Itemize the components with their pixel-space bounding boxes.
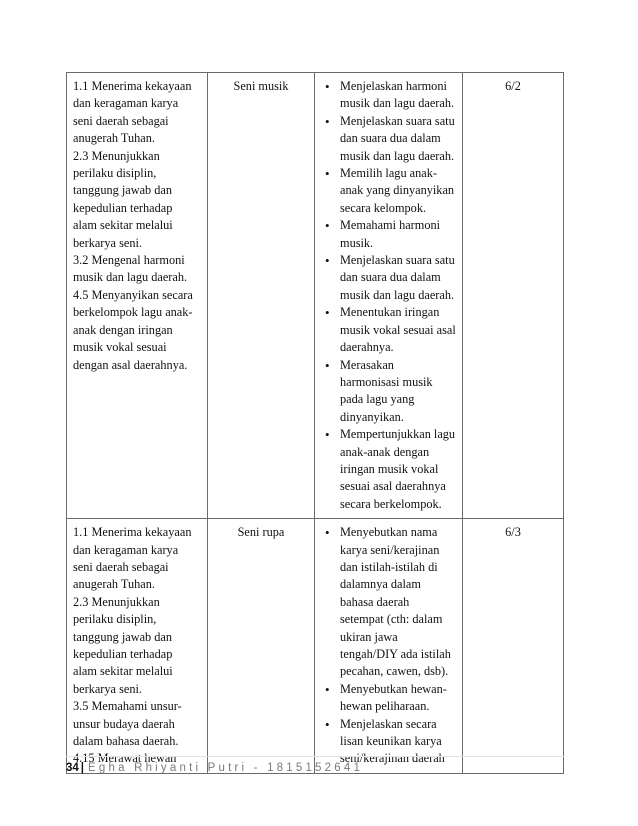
subject-cell: Seni musik <box>208 73 315 519</box>
indicator-list <box>321 78 456 513</box>
author-name: Egha Rhiyanti Putri - 1815152641 <box>88 762 364 774</box>
list-item: • Menyebutkan hewan-hewan peliharaan. <box>321 681 456 716</box>
list-item: • Mempertunjukkan lagu anak-anak dengan iringan musik vokal sesuai asal daerahnya secara berkelompok. <box>321 426 456 513</box>
indicator-list <box>321 524 456 768</box>
list-item: • Menyebutkan nama karya seni/kerajinan dan istilah-istilah di dalamnya dalam bahasa daerah setempat (cth: dalam ukiran jawa tengah/DIY ada istilah pecahan, cawen, dsb). <box>321 524 456 681</box>
footer-separator: | <box>80 762 85 774</box>
footer-divider <box>66 756 564 757</box>
list-item: • Menjelaskan suara satu dan suara dua dalam musik dan lagu daerah. <box>321 113 456 165</box>
list-item: • Memilih lagu anak-anak yang dinyanyikan secara kelompok. <box>321 165 456 217</box>
code-cell: 6/3 <box>463 519 564 774</box>
list-item: • Merasakan harmonisasi musik pada lagu yang dinyanyikan. <box>321 357 456 427</box>
indicator-cell <box>315 73 463 519</box>
list-item: • Menentukan iringan musik vokal sesuai asal daerahnya. <box>321 304 456 356</box>
indicator-cell <box>315 519 463 774</box>
basic-competency-cell: 1.1 Menerima kekayaan dan keragaman karya seni daerah sebagai anugerah Tuhan. 2.3 Menunjukkan perilaku disiplin, tanggung jawab dan kepedulian terhadap alam sekitar melalui berkarya seni. 3.2 Mengenal harmoni musik dan lagu daerah. 4.5 Menyanyikan secara berkelompok lagu anak- anak dengan iringan musik vokal sesuai dengan asal daerahnya. <box>67 73 208 519</box>
curriculum-table <box>66 72 564 774</box>
code-cell: 6/2 <box>463 73 564 519</box>
basic-competency-cell: 1.1 Menerima kekayaan dan keragaman karya seni daerah sebagai anugerah Tuhan. 2.3 Menunjukkan perilaku disiplin, tanggung jawab dan kepedulian terhadap alam sekitar melalui berkarya seni. 3.5 Memahami unsur- unsur budaya daerah dalam bahasa daerah. 4.15 Merawat hewan <box>67 519 208 774</box>
subject-cell: Seni rupa <box>208 519 315 774</box>
table-row <box>67 73 564 519</box>
table-row <box>67 519 564 774</box>
list-item: • Menjelaskan suara satu dan suara dua dalam musik dan lagu daerah. <box>321 252 456 304</box>
list-item: • Memahami harmoni musik. <box>321 217 456 252</box>
list-item: • Menjelaskan harmoni musik dan lagu daerah. <box>321 78 456 113</box>
list-item: • Menjelaskan secara lisan keunikan karya seni/kerajinan daerah <box>321 716 456 768</box>
page-number: 34 <box>66 762 79 774</box>
page-footer <box>66 762 564 774</box>
